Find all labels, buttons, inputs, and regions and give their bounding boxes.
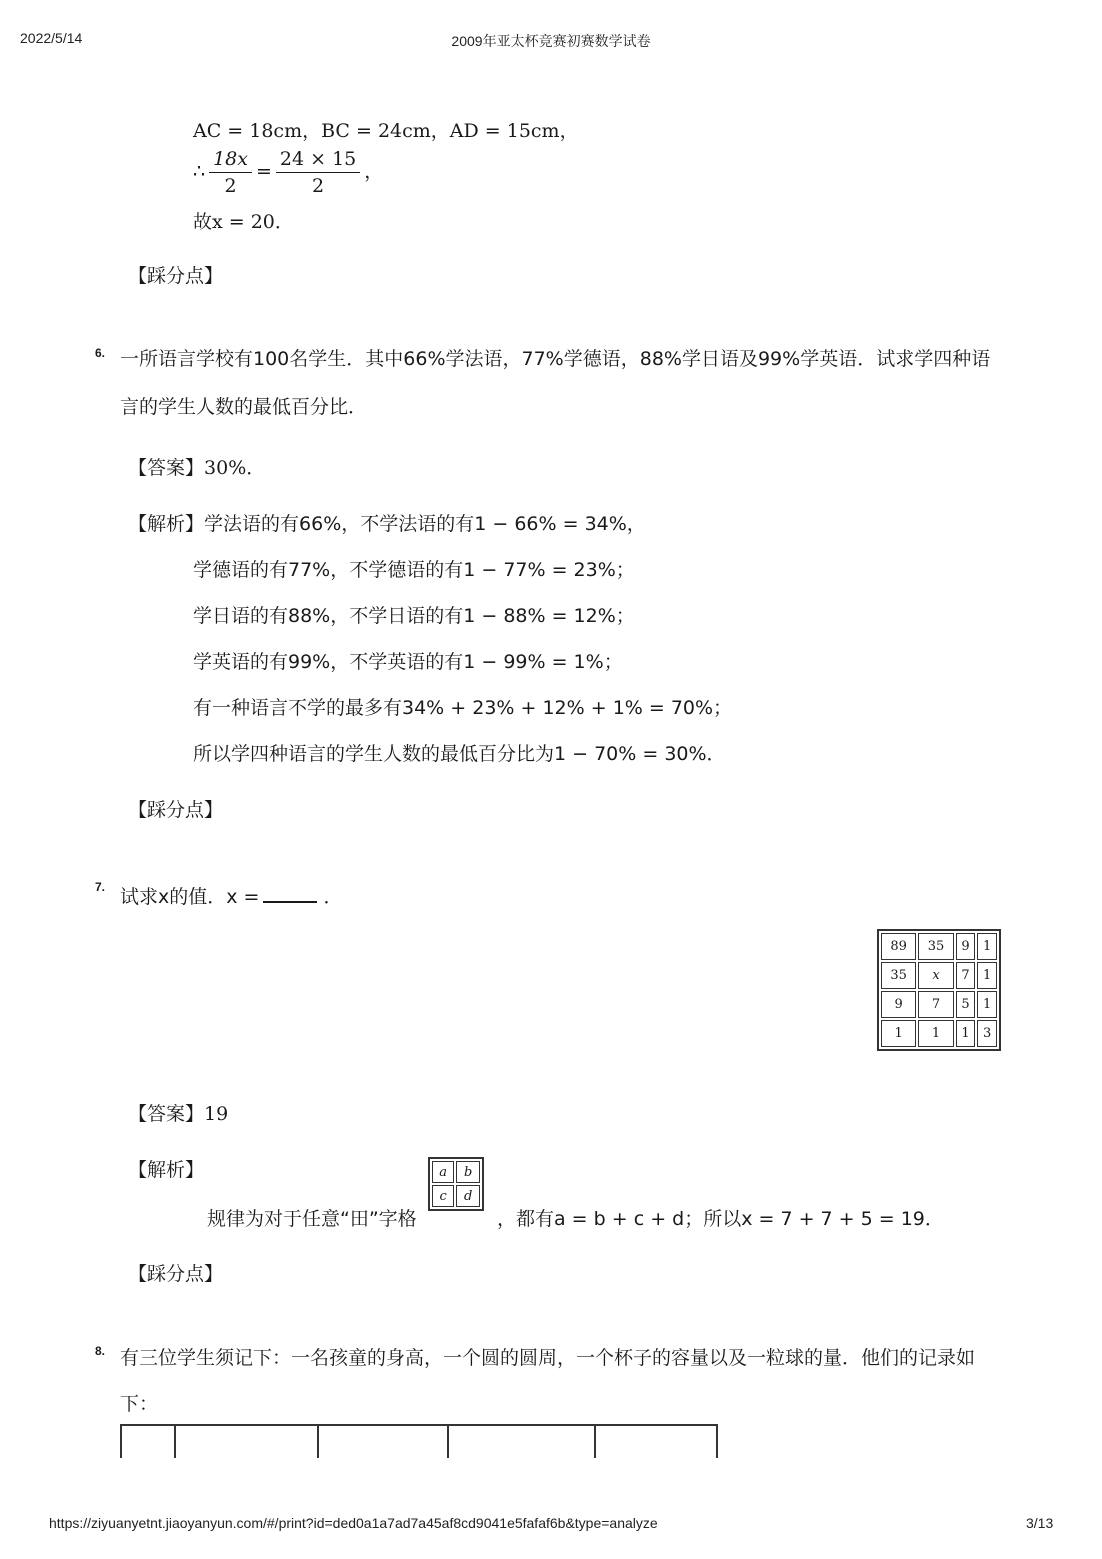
- question-text: 一所语言学校有100名学生．其中66%学法语，77%学德语，88%学日语及99%学英语．试求学四种语: [120, 348, 991, 370]
- table-column-divider: [317, 1426, 319, 1458]
- analysis-block: [128, 512, 646, 536]
- analysis-line: 学日语的有88%，不学日语的有1 − 88% = 12%；: [193, 605, 635, 627]
- grid-cell: 89: [881, 933, 916, 960]
- question-text: 言的学生人数的最低百分比．: [120, 396, 368, 418]
- grid-cell: 7: [956, 962, 976, 989]
- grid-cell: 1: [881, 1020, 916, 1047]
- fraction-left: [209, 148, 252, 197]
- question-number: 6.: [95, 346, 106, 360]
- grid-cell: 5: [956, 991, 976, 1018]
- analysis-label: 【解析】: [128, 1159, 205, 1181]
- grid-cell: 3: [977, 1020, 997, 1047]
- grid-cell: 1: [956, 1020, 976, 1047]
- grid-cell: 35: [918, 933, 953, 960]
- analysis-line: 有一种语言不学的最多有34% + 23% + 12% + 1% = 70%；: [193, 697, 733, 719]
- grid-cell: 7: [918, 991, 953, 1018]
- answer-label: 【答案】: [128, 457, 205, 479]
- rule-text: 规律为对于任意“田”字格: [207, 1208, 417, 1230]
- fraction-left-denominator: 2: [224, 175, 237, 197]
- question-number: 8.: [95, 1344, 106, 1358]
- table-column-divider: [594, 1426, 596, 1458]
- grid-cell: 1: [977, 933, 997, 960]
- grid-row: [881, 933, 997, 960]
- analysis-label: 【解析】: [128, 513, 205, 535]
- grid-cell-unknown: x: [918, 962, 953, 989]
- question-number: 7.: [95, 880, 106, 894]
- scoring-point-label: 【踩分点】: [128, 1263, 224, 1285]
- rule-result: ，都有a = b + c + d；所以x = 7 + 7 + 5 = 19．: [497, 1208, 944, 1230]
- mini-grid-cell: c: [432, 1185, 454, 1207]
- grid-row: [881, 962, 997, 989]
- answer-label: 【答案】: [128, 1103, 205, 1125]
- analysis-line: 学德语的有77%，不学德语的有1 − 77% = 23%；: [193, 559, 635, 581]
- trailing-comma: ，: [364, 160, 384, 183]
- solution-fraction-equation: [193, 148, 383, 197]
- grid-cell: 1: [918, 1020, 953, 1047]
- answer-block: [128, 1102, 228, 1126]
- question-text: [120, 883, 342, 909]
- question-period: ．: [323, 886, 343, 908]
- page-number: 3/13: [1026, 1515, 1054, 1531]
- fraction-right-numerator: 24 × 15: [276, 148, 360, 173]
- analysis-line: 所以学四种语言的学生人数的最低百分比为1 − 70% = 30%．: [193, 743, 726, 765]
- table-column-divider: [716, 1426, 718, 1458]
- question-text: 下：: [120, 1393, 159, 1415]
- answer-block: [128, 456, 265, 480]
- mini-grid-row: [432, 1161, 480, 1183]
- equals-sign: =: [256, 160, 272, 183]
- mini-grid-row: [432, 1185, 480, 1207]
- analysis-line: 学法语的有66%，不学法语的有1 − 66% = 34%，: [204, 513, 646, 535]
- solution-conclusion: 故x = 20．: [193, 211, 294, 233]
- number-grid: [877, 929, 1001, 1051]
- answer-blank: [263, 883, 317, 903]
- therefore-symbol: ∴: [193, 160, 206, 183]
- answer-value: 19: [204, 1103, 229, 1125]
- page-title: 2009年亚太杯竞赛初赛数学试卷: [451, 33, 651, 49]
- mini-grid-cell: b: [456, 1161, 480, 1183]
- grid-cell: 1: [977, 962, 997, 989]
- grid-cell: 9: [956, 933, 976, 960]
- grid-cell: 9: [881, 991, 916, 1018]
- question-prompt: 试求x的值．x =: [120, 886, 260, 908]
- mini-grid: [428, 1157, 484, 1211]
- fraction-left-numerator: 18x: [209, 148, 252, 173]
- record-table-top: [120, 1424, 718, 1458]
- page-url: https://ziyuanyetnt.jiaoyanyun.com/#/print?id=ded0a1a7ad7a45af8cd9041e5fafaf6b&type=analyze: [49, 1515, 658, 1531]
- fraction-right-denominator: 2: [312, 175, 325, 197]
- grid-row: [881, 991, 997, 1018]
- table-column-divider: [174, 1426, 176, 1458]
- grid-cell: 1: [977, 991, 997, 1018]
- question-text: 有三位学生须记下：一名孩童的身高，一个圆的圆周，一个杯子的容量以及一粒球的量．他们的记录如: [120, 1347, 976, 1369]
- analysis-line: 学英语的有99%，不学英语的有1 − 99% = 1%；: [193, 651, 623, 673]
- scoring-point-label: 【踩分点】: [128, 265, 224, 287]
- table-column-divider: [120, 1426, 122, 1458]
- grid-cell: 35: [881, 962, 916, 989]
- print-date: 2022/5/14: [20, 30, 83, 46]
- scoring-point-label: 【踩分点】: [128, 799, 224, 821]
- grid-row: [881, 1020, 997, 1047]
- fraction-right: [276, 148, 360, 197]
- mini-grid-cell: d: [456, 1185, 480, 1207]
- solution-line-given: AC = 18cm，BC = 24cm，AD = 15cm，: [193, 120, 579, 142]
- table-column-divider: [447, 1426, 449, 1458]
- mini-grid-cell: a: [432, 1161, 454, 1183]
- answer-value: 30%．: [204, 457, 266, 479]
